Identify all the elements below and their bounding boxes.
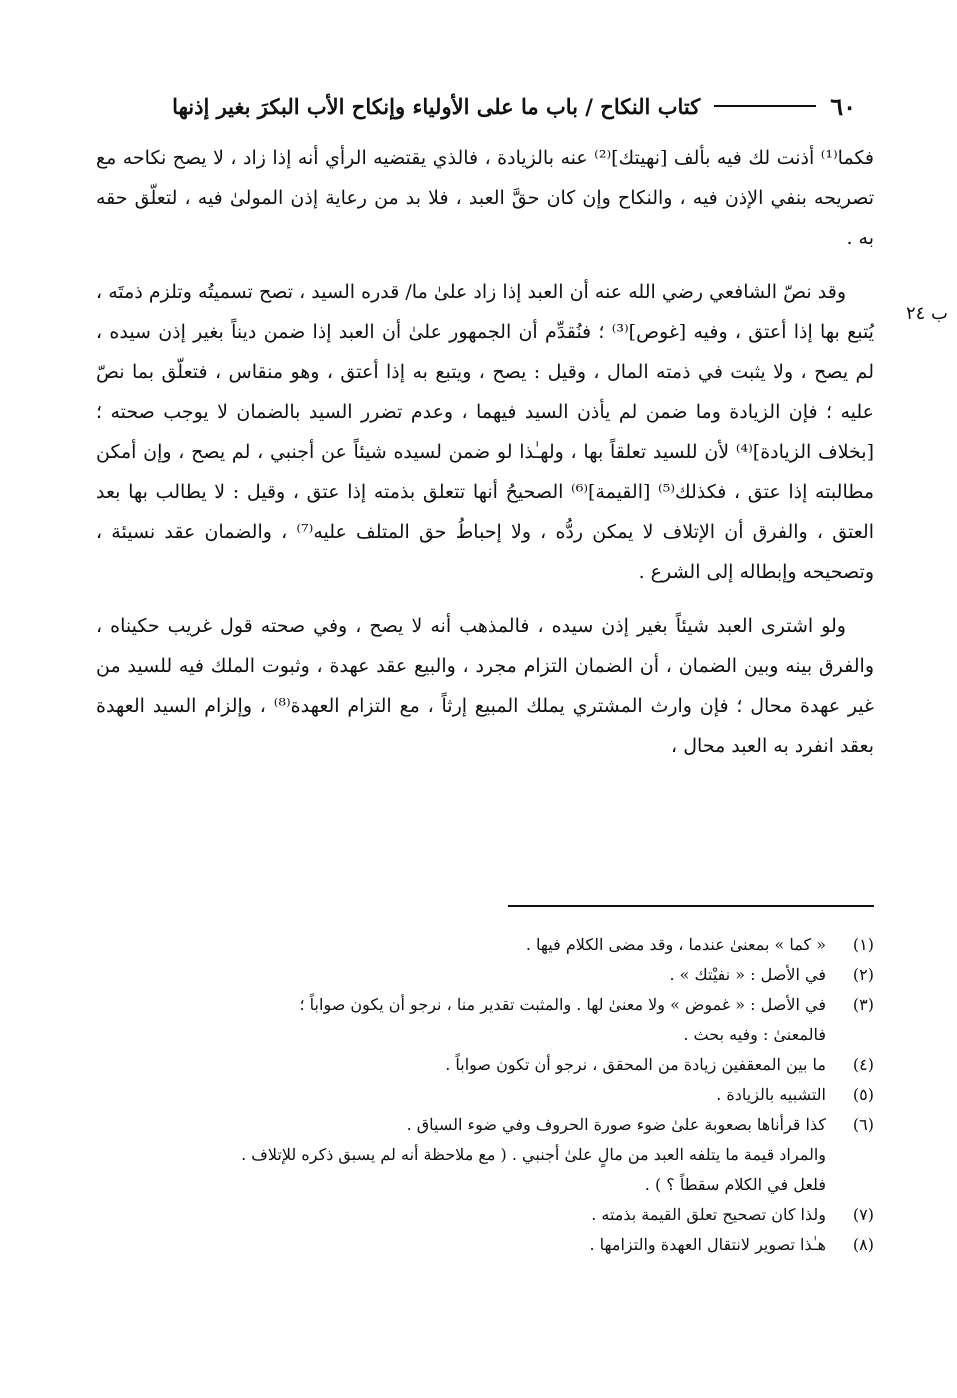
margin-folio-note: ب ٢٤	[905, 303, 948, 324]
footnote	[96, 990, 874, 1050]
text-line: ولو اشترى العبد شيئاً بغير إذن سيده ، فالمذهب أنه لا يصح ، وفي صحته قول	[212, 615, 846, 637]
running-header	[96, 86, 856, 126]
footnote-text: في الأصل : « غموض » ولا معنىٰ لها . والمثبت تقدير منا ، نرجو أن يكون صواباً ؛	[299, 995, 826, 1014]
main-text	[96, 138, 874, 780]
text-line: رعاية إذن المولىٰ فيه ، لتعلّق حقه به .	[96, 187, 874, 249]
page-number: ٦٠	[830, 91, 856, 121]
footnote-text: « كما » بمعنىٰ عندما ، وقد مضى الكلام فيها .	[525, 935, 826, 954]
paragraph-2	[96, 272, 874, 592]
text-line: تعلقاً بها ، ولهـٰذا لو ضمن لسيده شيئاً عن أجنبي ، لم يصح ، وإن أمكن مطالبته إذا	[96, 441, 875, 503]
footnote-number: (٥)	[852, 1085, 874, 1104]
footnote-text: كذا قرأناها بصعوبة علىٰ ضوء صورة الحروف وفي ضوء السياق .	[406, 1115, 826, 1134]
paragraph-3	[96, 606, 874, 766]
footnote-number: (٤)	[852, 1055, 874, 1074]
footnote-number: (١)	[852, 935, 874, 954]
footnote-text: ولذا كان تصحيح تعلق القيمة بذمته .	[591, 1205, 826, 1224]
text-line: المبيع إرثاً ، مع التزام العهدة⁽⁸⁾ ، وإلزام السيد العهدة بعقد انفرد به العبد محال ،	[96, 695, 874, 757]
footnote	[96, 930, 874, 960]
text-line: لا يصح نكاحه مع تصريحه بنفي الإذن فيه ، والنكاح وإن كان حقَّ العبد ، فلا بد من	[96, 147, 874, 209]
footnote-text: التشبيه بالزيادة .	[716, 1085, 826, 1104]
text-line: عتق ، فكذلك⁽⁵⁾ [القيمة]⁽⁶⁾ الصحيحُ أنها تتعلق بذمته إذا عتق ، وقيل : لا يطالب بها	[120, 481, 781, 503]
footnote	[96, 1050, 874, 1080]
footnote-number: (٣)	[852, 995, 874, 1014]
text-line: فيهما ، وعدم تضرر السيد بالضمان لا يوجب صحته ؛ [بخلاف الزيادة]⁽⁴⁾ لأن للسيد	[96, 401, 874, 463]
text-line: فكما⁽¹⁾ أذنت لك فيه بألف [نهيتك]⁽²⁾ عنه بالزيادة ، فالذي يقتضيه الرأي أنه إذا زاد ،	[223, 147, 874, 169]
text-line: بعد العتق ، والفرق أن الإتلاف لا يمكن ردُّه ، ولا إحباطُ حق المتلف عليه⁽⁷⁾ ،	[96, 481, 875, 543]
footnote-text: ما بين المعقفين زيادة من المحقق ، نرجو أن تكون صواباً .	[445, 1055, 826, 1074]
text-line: وتلزم ذمتَه ، يُتبع بها إذا أعتق ، وفيه [غوص]⁽³⁾ ؛ فنُقدِّم أن الجمهور علىٰ أن العبد إذا	[96, 281, 874, 343]
text-line: وقد نصّ الشافعي رضي الله عنه أن العبد إذا زاد علىٰ ما/ قدره السيد ، تصح تسميتُه	[191, 281, 846, 303]
footnote-text: هـٰذا تصوير لانتقال العهدة والتزامها .	[589, 1235, 826, 1254]
header-title: كتاب النكاح / باب ما على الأولياء وإنكاح الأب البكرَ بغير إذنها	[172, 93, 701, 119]
footnote	[96, 960, 874, 990]
footnotes	[96, 930, 874, 1260]
footnote-separator	[508, 905, 874, 907]
footnote-text: في الأصل : « نفيْتك » .	[669, 965, 826, 984]
text-line: عهدة ، وثبوت الملك فيه للسيد من غير عهدة محال ؛ فإن وارث المشتري يملك	[96, 655, 874, 717]
footnote-text: والمراد قيمة ما يتلفه العبد من مالٍ علىٰ أجنبي . ( مع ملاحظة أنه لم يسبق ذكره للإتلاف .	[241, 1145, 826, 1164]
footnote	[96, 1080, 874, 1110]
text-line: ضمن ديناً بغير إذن سيده ، لم يصح ، ولا يثبت في ذمته المال ، وقيل : يصح ، ويتبع	[96, 321, 874, 383]
footnote-number: (٨)	[852, 1235, 874, 1254]
footnote-text: فلعل في الكلام سقطاً ؟ ) .	[644, 1175, 826, 1194]
footnote	[96, 1230, 874, 1260]
paragraph-1	[96, 138, 874, 258]
footnote-number: (٧)	[852, 1205, 874, 1224]
footnote	[96, 1200, 874, 1230]
footnote-text: فالمعنىٰ : وفيه بحث .	[683, 1025, 826, 1044]
footnote-number: (٦)	[852, 1115, 874, 1134]
text-line: به إذا أعتق ، وهو منقاس ، فتعلّق بما نصّ عليه ؛ فإن الزيادة وما ضمن لم يأذن السيد	[96, 361, 875, 423]
footnote	[96, 1110, 874, 1200]
text-line: غريب حكيناه ، والفرق بينه وبين الضمان ، أن الضمان التزام مجرد ، والبيع عقد	[96, 615, 874, 677]
text-line: والضمان عقد نسيئة ، وتصحيحه وإبطاله إلى الشرع .	[96, 521, 874, 583]
header-rule	[714, 105, 816, 107]
footnote-number: (٢)	[852, 965, 874, 984]
